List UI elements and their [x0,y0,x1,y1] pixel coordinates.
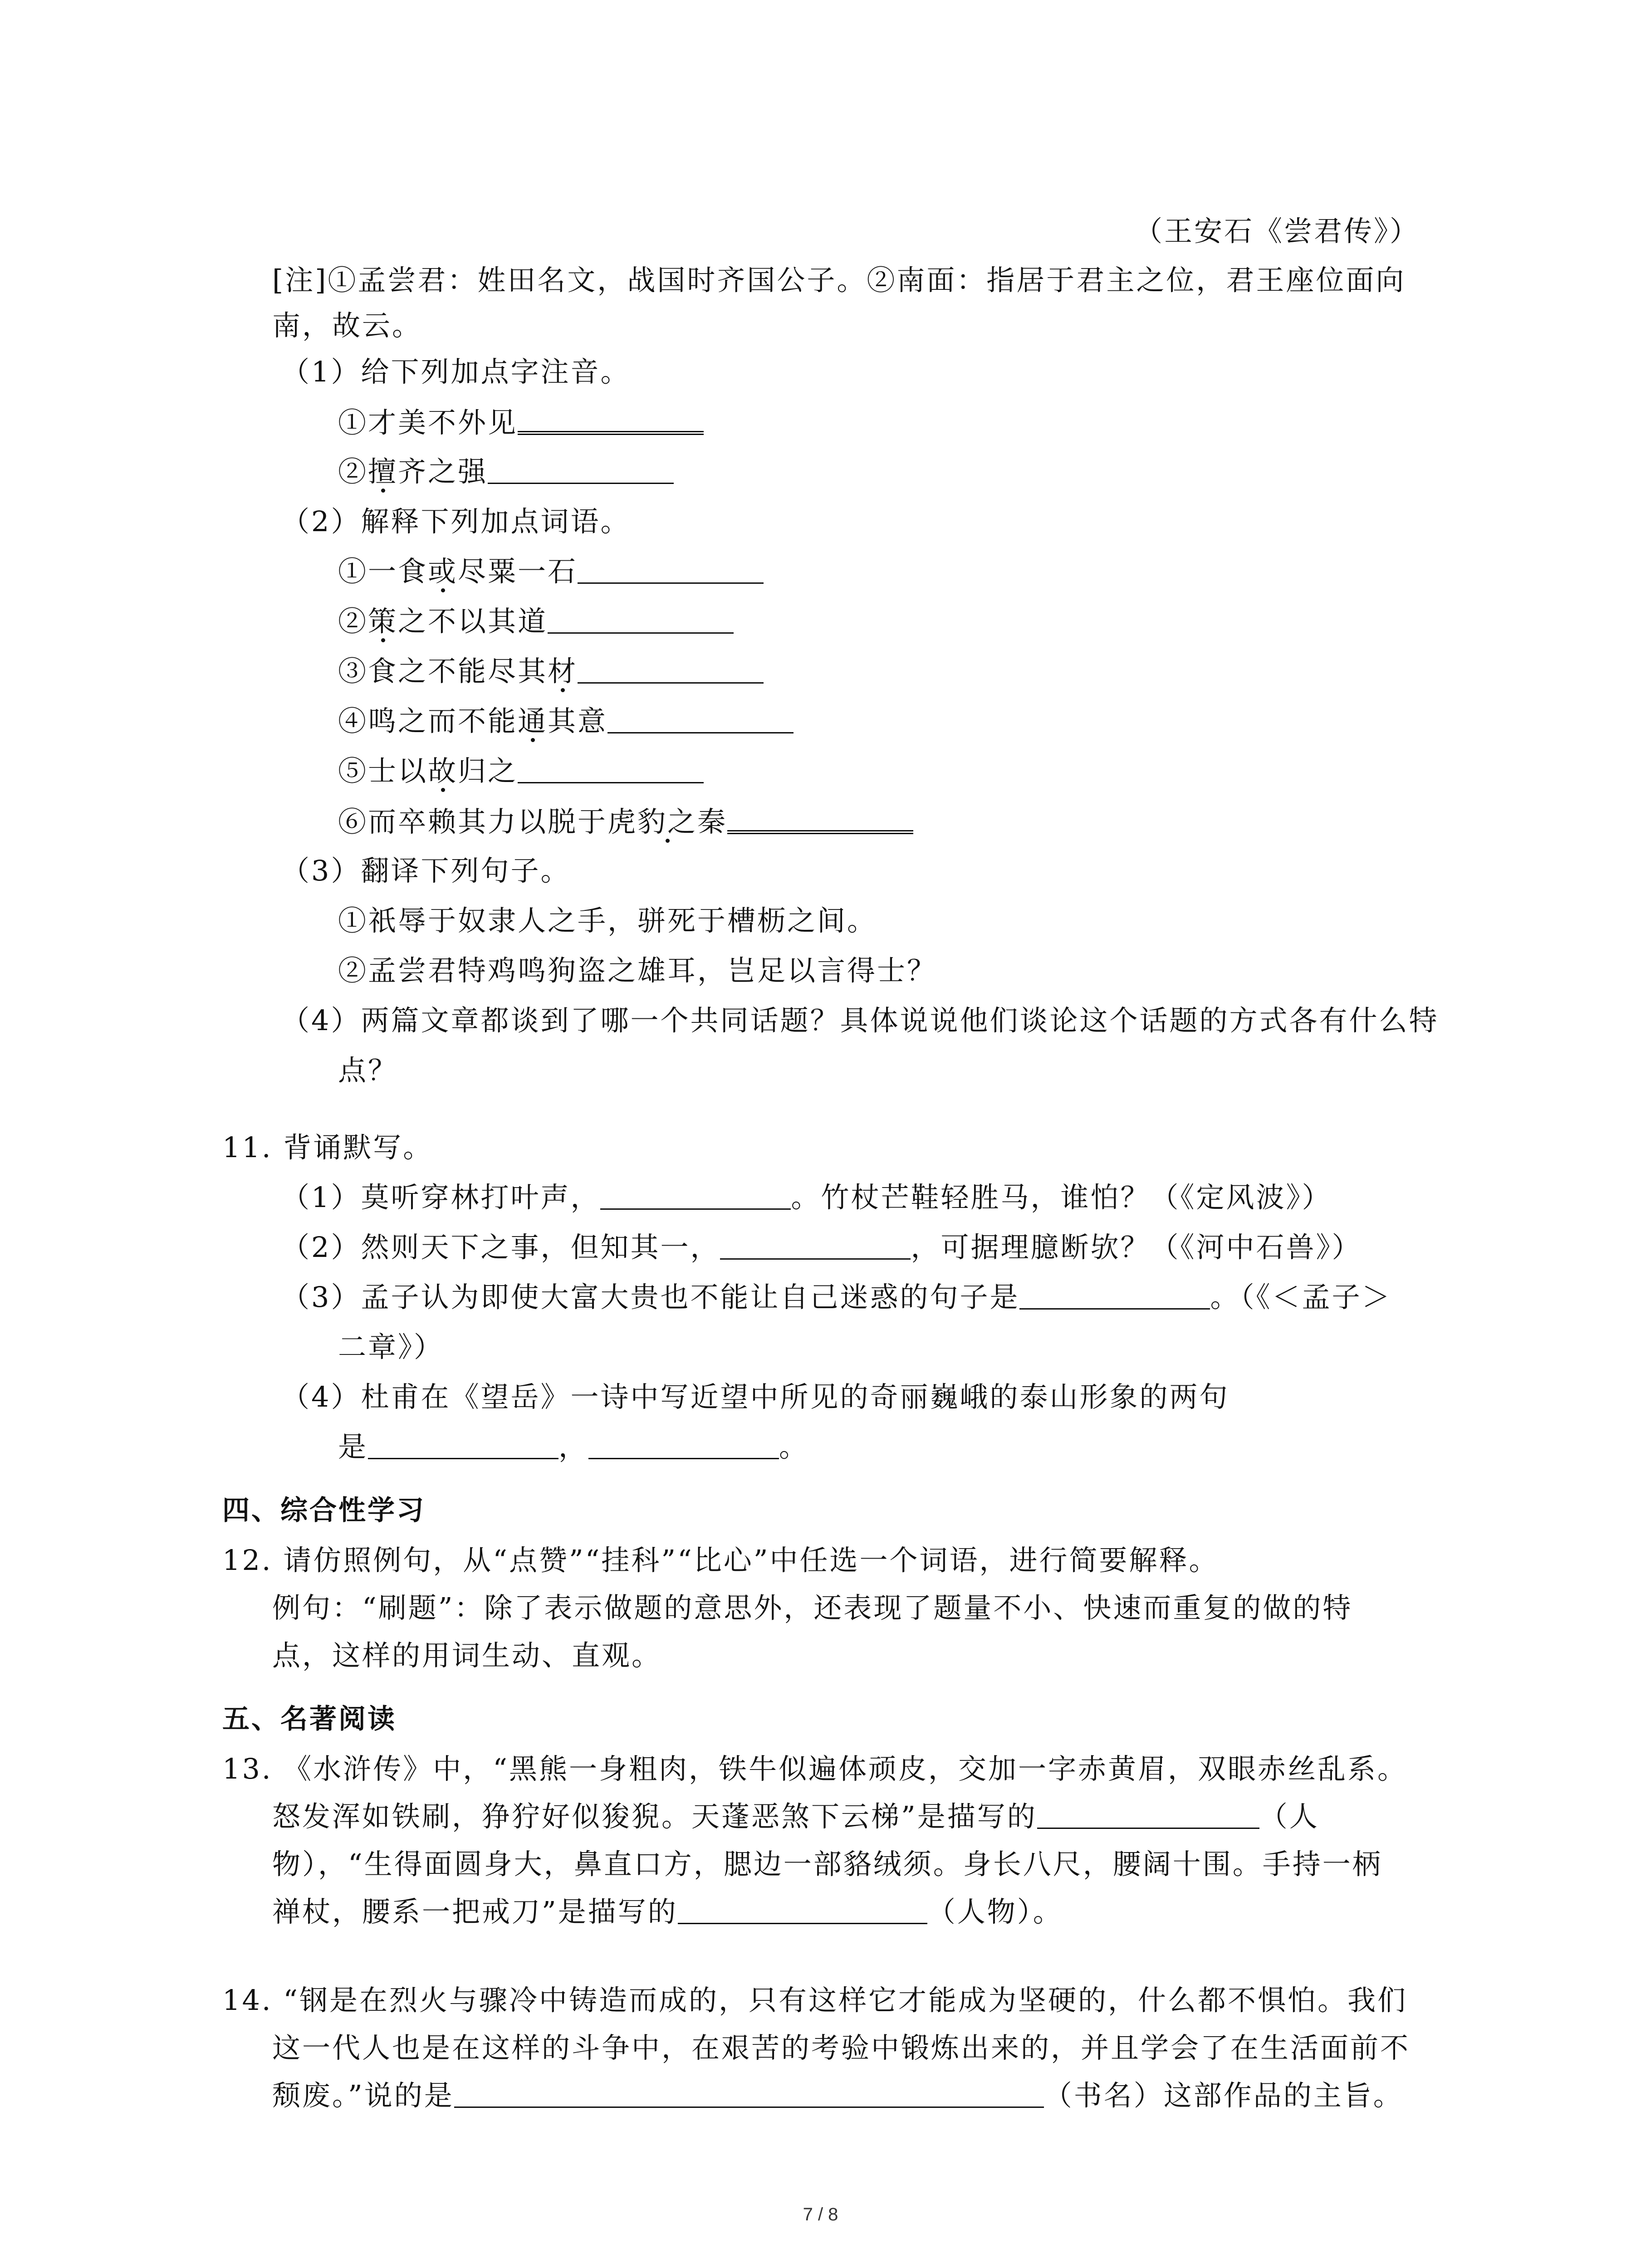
q13-line-2 [272,1799,1319,1835]
q13-line-3: 物），“生得面圆身大，鼻直口方，腮边一部貉绒须。身长八尺，腰阔十围。手持一柄 [272,1848,1382,1881]
q11-part3-line-2: 二章》） [338,1330,444,1364]
answer-blank[interactable] [578,655,764,684]
q13-line-1: 13. 《水浒传》中，“黑熊一身粗肉，铁牛似遍体顽皮，交加一字赤黄眉，双眼赤丝乱系。 [222,1752,1408,1785]
note-line-1: [注]①孟尝君：姓田名文，战国时齐国公子。②南面：指居于君主之位，君王座位面向 [272,264,1406,297]
item-text: ，可据理臆断欤？（《河中石兽》） [911,1231,1362,1264]
item-text: 其意 [548,704,608,738]
q10-part1-item-a [338,404,704,441]
item-text: ② [338,605,368,638]
answer-blank[interactable] [548,605,734,634]
q10-part1-stem: （1）给下列加点字注音。 [281,355,631,388]
answer-blank[interactable] [518,404,704,435]
q10-part2-item-6 [338,803,913,840]
answer-blank[interactable] [678,1896,927,1924]
item-text: （人物）。 [927,1895,1063,1928]
q10-part2-item-1 [338,553,764,590]
item-text: （2）然则天下之事，但知其一， [281,1231,720,1264]
q11-part4-line-2 [338,1429,809,1465]
item-text: 颓废。”说的是 [272,2079,454,2112]
item-text: ⑤士以 [338,754,428,787]
q11-part3 [281,1279,1391,1315]
item-text: （3）孟子认为即使大富大贵也不能让自己迷惑的句子是 [281,1281,1020,1314]
answer-blank[interactable] [727,803,913,834]
answer-blank[interactable] [720,1231,911,1260]
dotted-word: 材 [548,655,578,688]
item-text: ③食之不能尽其 [338,655,548,688]
item-text: （书名）这部作品的主旨。 [1043,2079,1403,2112]
answer-blank[interactable] [1019,1281,1210,1310]
item-text: ， [558,1430,589,1463]
item-text: （人 [1259,1800,1319,1833]
q10-part3-stem: （3）翻译下列句子。 [281,854,571,887]
item-text: 归之 [458,754,518,787]
item-text: 。 [779,1430,809,1463]
q10-part2-stem: （2）解释下列加点词语。 [281,505,631,538]
q14-line-1: 14. “钢是在烈火与骤冷中铸造而成的，只有这样它才能成为坚硬的，什么都不惧怕。我们 [222,1984,1408,2017]
source-citation: （王安石《尝君传》） [1134,215,1420,248]
q10-part4-line-2: 点？ [338,1054,398,1087]
answer-blank[interactable] [454,2079,1044,2108]
page-number: 7 / 8 [803,2204,838,2224]
dotted-char: 擅 [368,455,398,488]
answer-blank[interactable] [488,455,674,484]
q10-part4-line-1: （4）两篇文章都谈到了哪一个共同话题？具体说说他们谈论这个话题的方式各有什么特 [281,1004,1439,1037]
q10-part3-item-a: ①祇辱于奴隶人之手，骈死于槽枥之间。 [338,904,877,937]
item-text: ①一食 [338,555,428,588]
dotted-word: 通 [518,704,548,738]
q10-part2-item-5 [338,753,704,789]
q11-part4-line-1: （4）杜甫在《望岳》一诗中写近望中所见的奇丽巍峨的泰山形象的两句 [281,1380,1230,1413]
dotted-word: 故 [428,754,458,787]
answer-blank[interactable] [518,755,704,783]
item-text: ② [338,455,368,488]
dotted-word: 虎豹之秦 [607,805,728,838]
q10-part3-item-b: ②孟尝君特鸡鸣狗盗之雄耳，岂足以言得士？ [338,954,937,987]
item-text: 禅杖，腰系一把戒刀”是描写的 [272,1895,678,1928]
section-heading-classics-reading: 五、名著阅读 [222,1703,397,1735]
q10-part1-item-b [338,454,674,490]
q11-part1 [281,1179,1332,1216]
q12-line-1: 12. 请仿照例句，从“点赞”“挂科”“比心”中任选一个词语，进行简要解释。 [222,1544,1219,1577]
answer-blank[interactable] [600,1181,791,1210]
q12-line-2: 例句：“刷题”：除了表示做题的意思外，还表现了题量不小、快速而重复的做的特 [272,1591,1353,1624]
answer-blank[interactable] [607,705,794,733]
item-text: 怒发浑如铁刷，狰狞好似狻猊。天蓬恶煞下云梯”是描写的 [272,1800,1037,1833]
answer-blank[interactable] [1037,1800,1259,1829]
q14-line-3 [272,2077,1403,2114]
q10-part2-item-3 [338,653,764,689]
item-text: ⑥而卒赖其力以脱于 [338,805,608,838]
q13-line-4 [272,1894,1063,1930]
item-text: ①才美不外见 [338,406,518,439]
item-text: 齐之强 [398,455,488,488]
answer-blank[interactable] [578,555,764,584]
q11-stem: 11. 背诵默写。 [222,1131,433,1164]
item-text: ④鸣之而不能 [338,704,518,738]
dotted-word: 策 [368,605,398,638]
item-text: （1）莫听穿林打叶声， [281,1181,601,1214]
answer-blank[interactable] [588,1431,779,1459]
note-line-2: 南，故云。 [272,309,422,342]
item-text: 之不以其道 [398,605,548,638]
item-text: 尽粟一石 [458,555,578,588]
item-text: 。竹杖芒鞋轻胜马，谁怕？（《定风波》） [791,1181,1332,1214]
q11-part2 [281,1229,1362,1266]
section-heading-integrated-learning: 四、综合性学习 [222,1495,426,1526]
answer-blank[interactable] [368,1431,558,1459]
item-text: 是 [338,1430,368,1463]
dotted-word: 或 [428,555,458,588]
q10-part2-item-2 [338,603,734,640]
q10-part2-item-4 [338,703,794,739]
q12-line-3: 点，这样的用词生动、直观。 [272,1639,662,1672]
item-text: 。（《＜孟子＞ [1210,1281,1392,1314]
q14-line-2: 这一代人也是在这样的斗争中，在艰苦的考验中锻炼出来的，并且学会了在生活面前不 [272,2031,1411,2064]
